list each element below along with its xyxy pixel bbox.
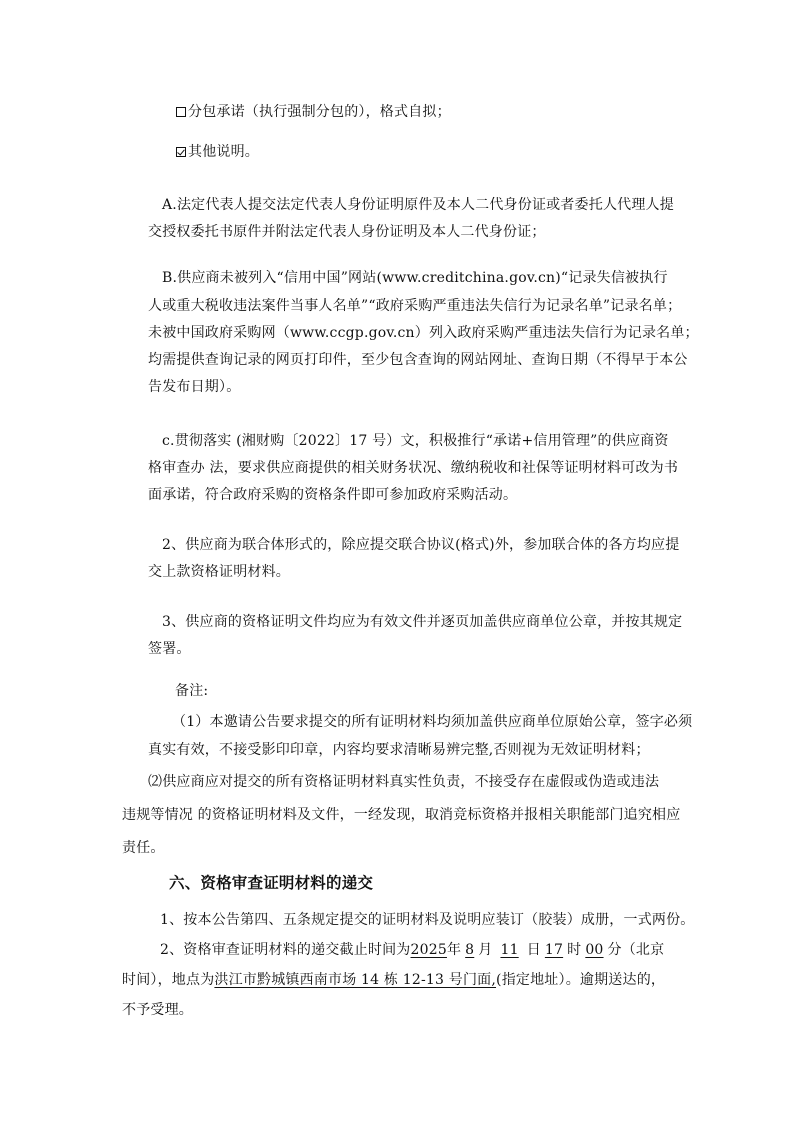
section-heading: 六、资格审查证明材料的递交 <box>169 874 374 892</box>
paragraph-line: 面承诺，符合政府采购的资格条件即可参加政府采购活动。 <box>148 487 518 503</box>
checklist-item-other: 其他说明。 <box>176 142 259 162</box>
paragraph-line: 3、供应商的资格证明文件均应为有效文件并逐页加盖供应商单位公章，并按其规定 <box>162 614 683 630</box>
paragraph-line: 告发布日期）。 <box>148 379 241 395</box>
paragraph-line: c.贯彻落实 (湘财购〔2022〕17 号）文，积极推行“承诺+信用管理”的供应商资 <box>162 433 669 449</box>
paragraph-line: 违规等情况 的资格证明材料及文件，一经发现，取消竞标资格并报相关职能部门追究相应 <box>122 807 681 823</box>
paragraph-line: 均需提供查询记录的网页打印件，至少包含查询的网站网址、查询日期（不得早于本公 <box>148 352 688 368</box>
item-2-line-1: 2、资格审查证明材料的递交截止时间为2025年 8 月 11 日 17 时 00 分（北京 <box>160 942 665 958</box>
item-2-line-2: 时间），地点为洪江市黔城镇西南市场 14 栋 12-13 号门面,(指定地址）。逾期送达的， <box>122 972 666 988</box>
item-1: 1、按本公告第四、五条规定提交的证明材料及说明应装订（胶装）成册，一式两份。 <box>160 912 695 928</box>
paragraph-line: 真实有效，不接受影印印章，内容均要求清晰易辨完整,否则视为无效证明材料； <box>148 742 650 758</box>
checklist-item-subcontract: 分包承诺（执行强制分包的），格式自拟； <box>176 102 451 122</box>
submission-address: 洪江市黔城镇西南市场 14 栋 12-13 号门面, <box>214 972 497 988</box>
unchecked-box-icon <box>176 107 186 117</box>
checked-box-icon <box>176 147 186 157</box>
paragraph-line: 交上款资格证明材料。 <box>148 564 290 580</box>
paragraph-line: 2、供应商为联合体形式的，除应提交联合协议(格式)外，参加联合体的各方均应提 <box>162 537 680 553</box>
paragraph-line: 格审查办 法，要求供应商提供的相关财务状况、缴纳税收和社保等证明材料可改为书 <box>148 460 679 476</box>
paragraph-line: ⑵供应商应对提交的所有资格证明材料真实性负责，不接受存在虚假或伪造或违法 <box>148 774 660 790</box>
paragraph-line: 签署。 <box>148 641 191 657</box>
paragraph-line: 未被中国政府采购网（www.ccgp.gov.cn）列入政府采购严重违法失信行为记录名单； <box>148 325 699 341</box>
paragraph-line: （1）本邀请公告要求提交的所有证明材料均须加盖供应商单位原始公章，签字必须 <box>172 714 693 730</box>
paragraph-line: B.供应商未被列入“信用中国”网站(www.creditchina.gov.cn)“记录失信被执行 <box>162 270 668 286</box>
deadline-day: 11 <box>500 942 519 958</box>
paragraph-line: 交授权委托书原件并附法定代表人身份证明及本人二代身份证； <box>148 224 546 240</box>
deadline-hour: 17 <box>544 942 564 958</box>
paragraph-line: 人或重大税收违法案件当事人名单”“政府采购严重违法失信行为记录名单”记录名单； <box>148 298 682 314</box>
deadline-minute: 00 <box>585 942 604 958</box>
deadline-month: 8 <box>465 942 475 958</box>
remark-title: 备注: <box>175 683 209 699</box>
paragraph-line: A.法定代表人提交法定代表人身份证明原件及本人二代身份证或者委托人代理人提 <box>162 197 674 213</box>
item-2-line-3: 不予受理。 <box>122 1002 193 1018</box>
paragraph-line: 责任。 <box>122 840 165 856</box>
deadline-year: 2025 <box>410 942 447 958</box>
